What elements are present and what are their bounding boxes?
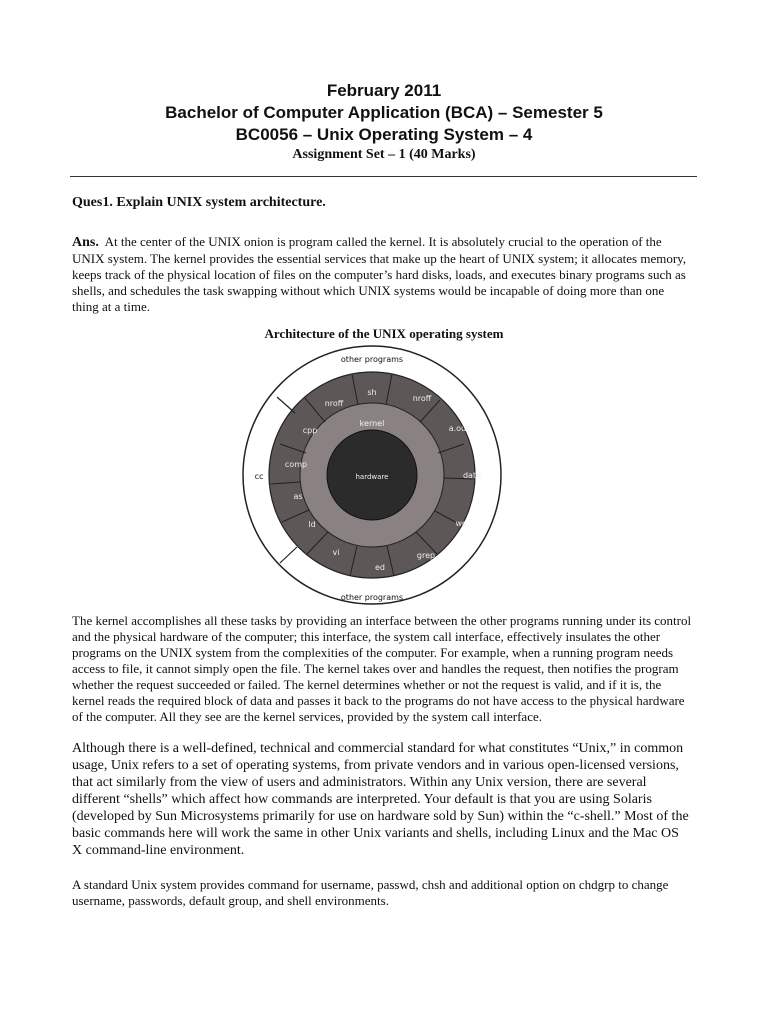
other-programs-bottom-label: other programs [340,593,404,602]
kernel-paragraph: The kernel accomplishes all these tasks by providing an interface between the other programs running under its control and the physical hardware of the computer; this interface, the system call interface, effectively insulates the other programs on the UNIX system from the complexities of the computer. For example, when a running program needs access to file, it cannot simply open the file. The kernel takes over and handles the request, then notifies the program whether the request succeeded or failed. The kernel determines whether or not the request is valid, and if it is, the kernel reads the required block of data and passes it back to the programs do not have access to the physical hardware of the computer. All they see are the kernel services, provided by the system call interface. [72,613,692,724]
answer-intro-text: At the center of the UNIX onion is program called the kernel. It is absolutely crucial to the operation of the UNIX system. The kernel provides the essential services that make up the heart of UNIX system; it allocates memory, keeps track of the physical location of files on the computer’s hard disks, loads, and executes binary programs such as shells, and schedules the task swapping without which UNIX systems would be incapable of doing more than one thing at a time. [72,234,687,314]
figure-title: Architecture of the UNIX operating system [264,326,504,341]
program-date: date [462,471,482,480]
header-date: February 2011 [326,81,442,100]
program-ed: ed [375,563,385,572]
kernel-label: kernel [359,419,385,428]
commands-paragraph: A standard Unix system provides command for username, passwd, chsh and additional option on chdgrp to change username, passwords, default group, and shell environments. [72,877,669,908]
answer-label: Ans. [72,235,99,250]
program-ld: ld [308,520,316,529]
hardware-label: hardware [355,473,389,481]
answer-intro-paragraph [72,234,692,315]
document-header [0,80,768,164]
program-wc: wc [455,519,467,528]
cc-label: cc [254,472,264,481]
program-aout: a.out [448,424,470,433]
program-as: as [293,492,303,501]
header-divider [70,176,697,177]
header-assignment: Assignment Set – 1 (40 Marks) [292,147,476,162]
program-nroff-left: nroff [324,399,344,408]
unix-paragraph: Although there is a well-defined, technical and commercial standard for what constitutes “Unix,” in common usage, Unix refers to a set of operating systems, from private vendors and in various open-licensed versions, that act similarly from the view of users and administrators. Within any Unix version, there are several different “shells” which affect how commands are interpreted. Your default is that you are using Solaris (developed by Sun Microsystems primarily for use on hardware sold by Sun) within the “c-shell.” Most of the basic commands here will work the same in other Unix variants and shells, including Linux and the Mac OS X command-line environment. [72,741,689,858]
unix-architecture-diagram [232,344,512,606]
program-nroff-right: nroff [412,394,432,403]
header-program: Bachelor of Computer Application (BCA) – Semester 5 [165,103,603,122]
program-sh: sh [367,388,377,397]
program-comp: comp [284,460,308,469]
program-vi: vi [332,548,340,557]
other-programs-top-label: other programs [340,355,404,364]
program-cpp: cpp [302,426,318,435]
header-course: BC0056 – Unix Operating System – 4 [235,125,533,144]
program-grep: grep [416,551,436,560]
question-heading: Ques1. Explain UNIX system architecture. [72,195,326,210]
